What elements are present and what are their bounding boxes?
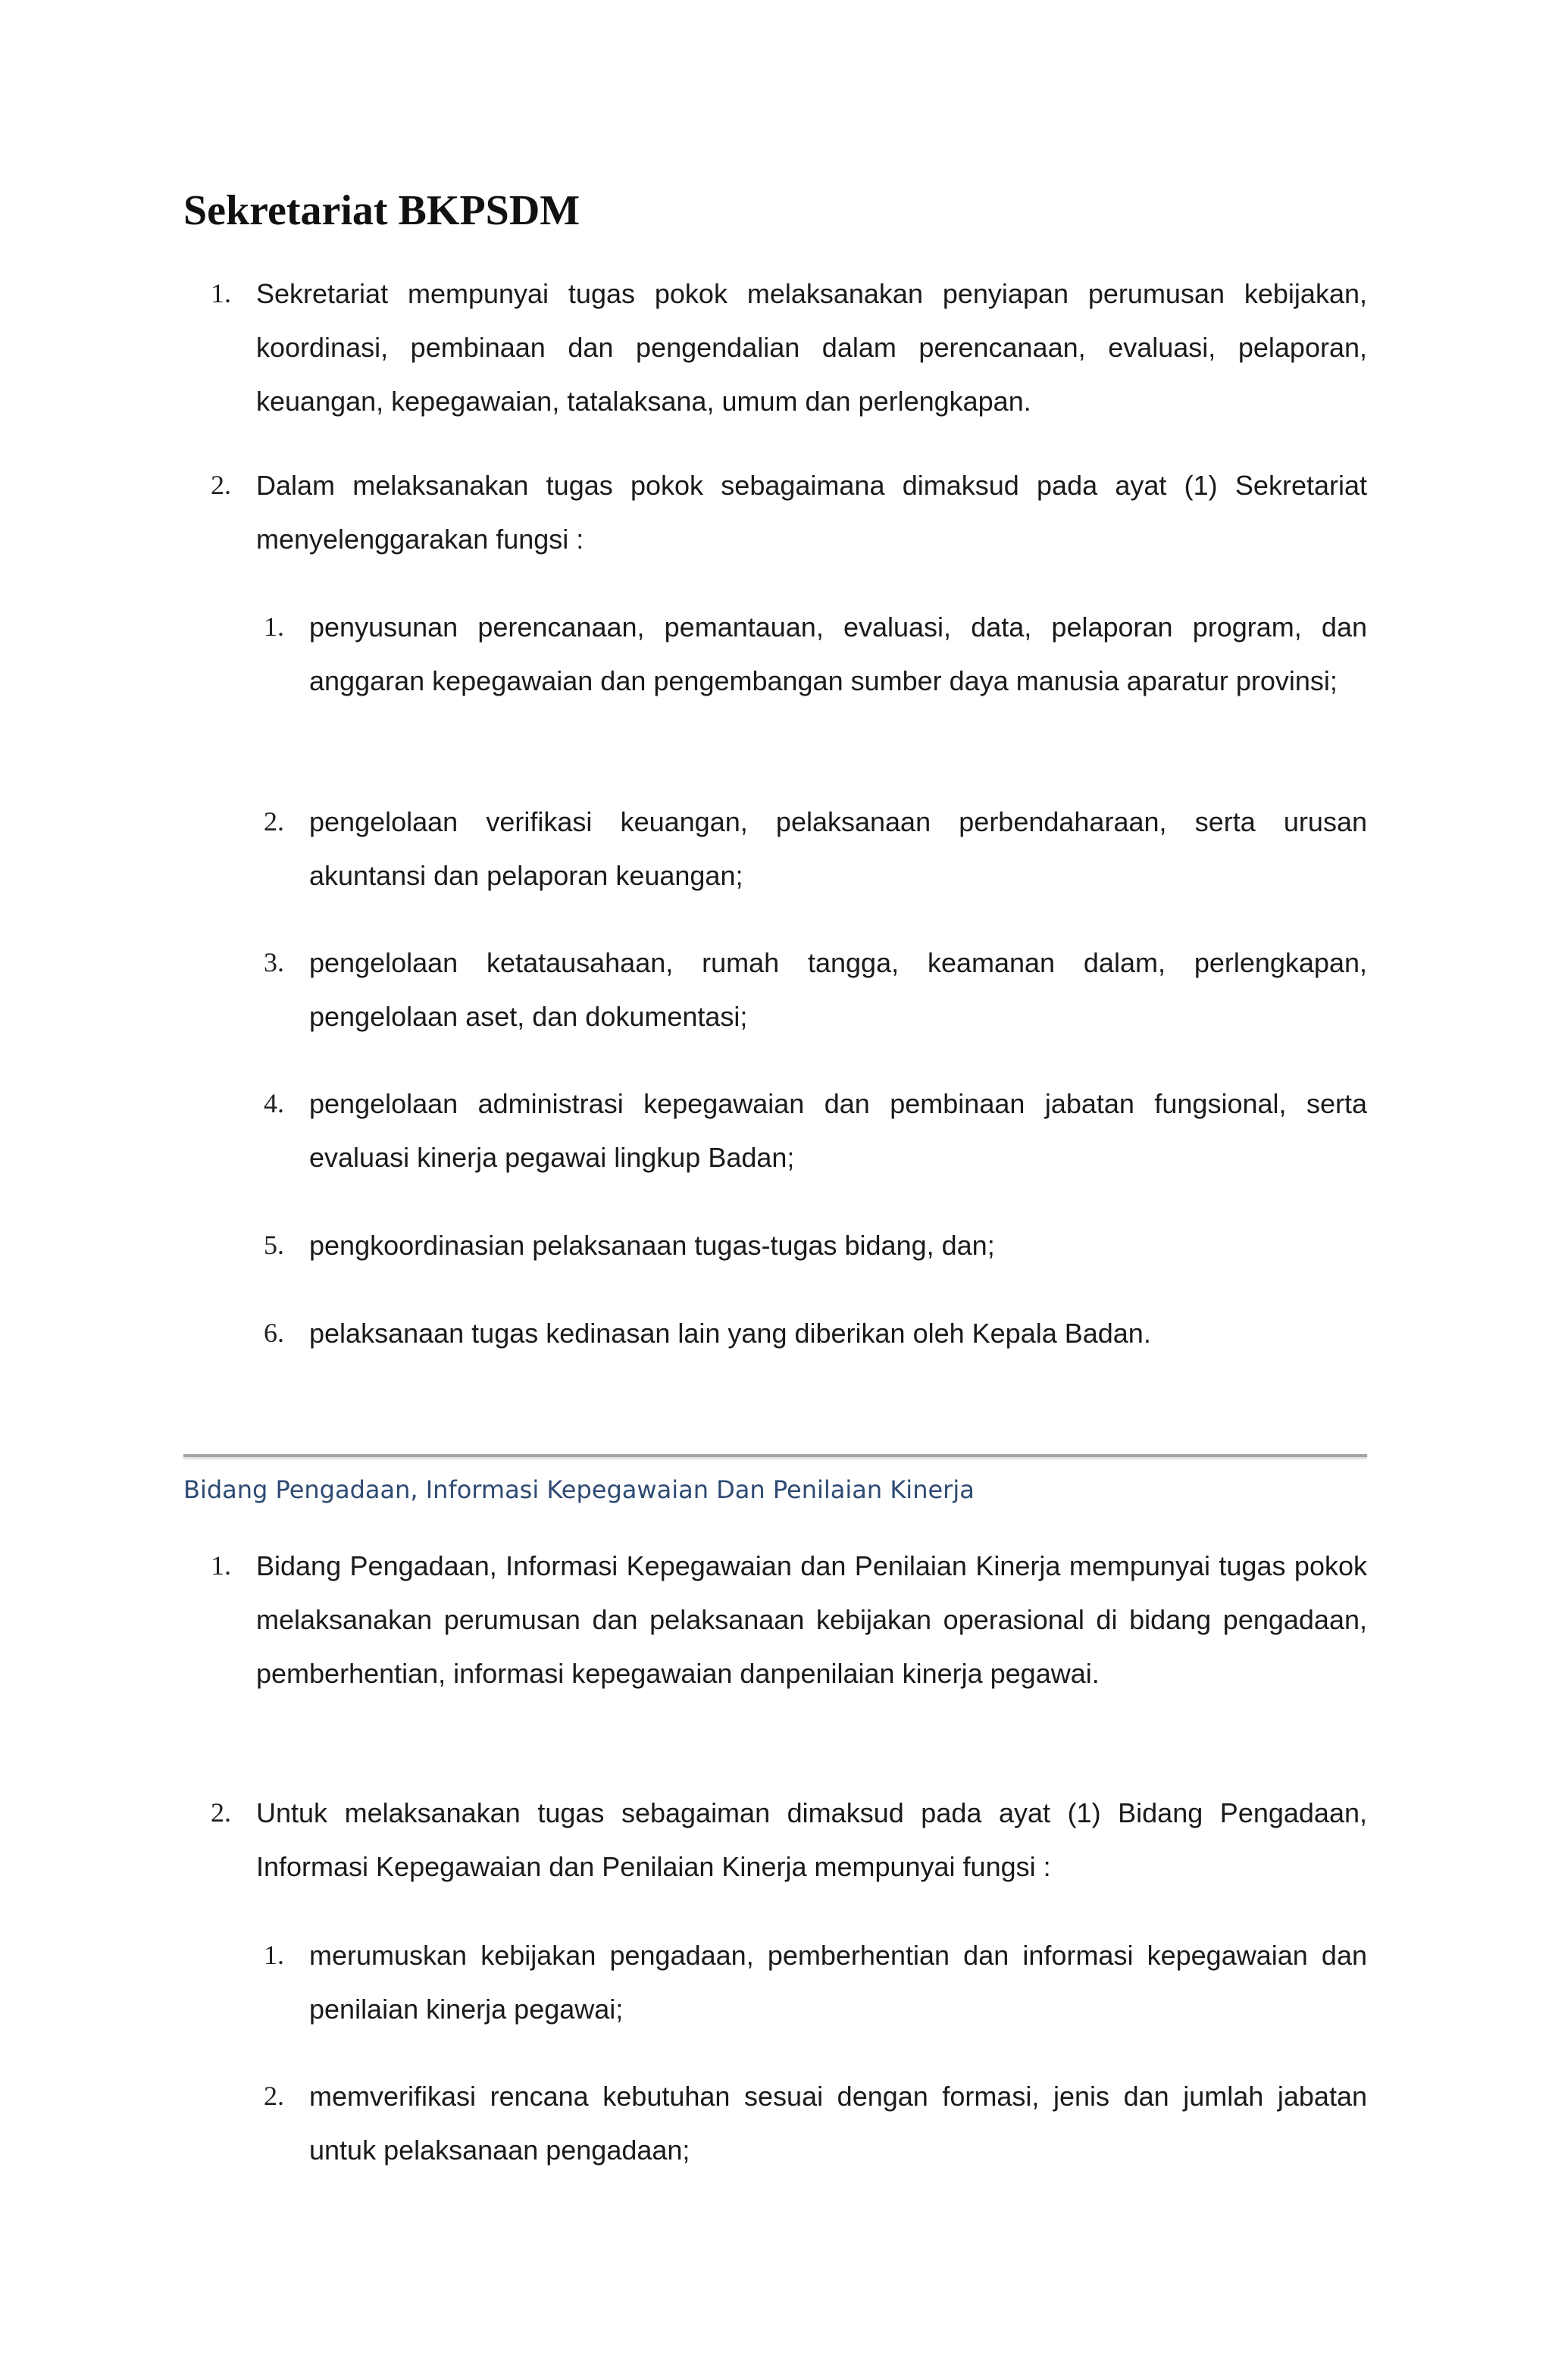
function-item xyxy=(264,2069,1367,2177)
list-number: 4. xyxy=(264,1088,284,1118)
function-item xyxy=(264,1306,1367,1360)
function-item xyxy=(264,600,1367,708)
list-text: penyusunan perencanaan, pemantauan, evaluasi, data, pelaporan program, dan anggaran kepegawaian dan pengembangan sumber daya manusia aparatur provinsi; xyxy=(309,611,1367,696)
section-title-sekretariat: Sekretariat BKPSDM xyxy=(183,187,580,234)
function-item xyxy=(264,795,1367,902)
function-item xyxy=(264,1077,1367,1184)
list-text: Untuk melaksanakan tugas sebagaiman dimaksud pada ayat (1) Bidang Pengadaan, Informasi Kepegawaian dan Penilaian Kinerja mempunyai fungsi : xyxy=(256,1797,1367,1882)
section-divider xyxy=(183,1454,1367,1457)
list-text: memverifikasi rencana kebutuhan sesuai dengan formasi, jenis dan jumlah jabatan untuk pelaksanaan pengadaan; xyxy=(309,2081,1367,2166)
list-text: pengelolaan verifikasi keuangan, pelaksanaan perbendaharaan, serta urusan akuntansi dan pelaporan keuangan; xyxy=(309,806,1367,891)
list-item xyxy=(211,1539,1367,1700)
list-number: 1. xyxy=(264,611,284,642)
list-number: 2. xyxy=(264,806,284,837)
list-text: pengelolaan ketatausahaan, rumah tangga, keamanan dalam, perlengkapan, pengelolaan aset, dan dokumentasi; xyxy=(309,947,1367,1032)
list-number: 2. xyxy=(211,1797,231,1828)
section-title-bidang-pengadaan: Bidang Pengadaan, Informasi Kepegawaian Dan Penilaian Kinerja xyxy=(183,1475,975,1504)
list-number: 1. xyxy=(211,278,231,308)
function-item xyxy=(264,936,1367,1043)
function-item xyxy=(264,1928,1367,2036)
list-text: pelaksanaan tugas kedinasan lain yang diberikan oleh Kepala Badan. xyxy=(309,1318,1151,1349)
list-number: 1. xyxy=(211,1550,231,1581)
list-number: 6. xyxy=(264,1318,284,1348)
list-number: 3. xyxy=(264,947,284,977)
list-number: 1. xyxy=(264,1940,284,1970)
list-item xyxy=(211,1786,1367,1894)
list-item xyxy=(211,267,1367,428)
list-item xyxy=(211,458,1367,566)
list-number: 5. xyxy=(264,1230,284,1260)
list-number: 2. xyxy=(264,2081,284,2111)
list-number: 2. xyxy=(211,470,231,500)
list-text: Sekretariat mempunyai tugas pokok melaksanakan penyiapan perumusan kebijakan, koordinasi, pembinaan dan pengendalian dalam perencanaan, evaluasi, pelaporan, keuangan, kepegawaian, tatalaksana, umum dan perlengkapan. xyxy=(256,278,1367,417)
list-text: Dalam melaksanakan tugas pokok sebagaimana dimaksud pada ayat (1) Sekretariat menyelenggarakan fungsi : xyxy=(256,470,1367,555)
function-item xyxy=(264,1218,1367,1272)
list-text: merumuskan kebijakan pengadaan, pemberhentian dan informasi kepegawaian dan penilaian kinerja pegawai; xyxy=(309,1940,1367,2025)
list-text: pengelolaan administrasi kepegawaian dan pembinaan jabatan fungsional, serta evaluasi kinerja pegawai lingkup Badan; xyxy=(309,1088,1367,1173)
list-text: pengkoordinasian pelaksanaan tugas-tugas bidang, dan; xyxy=(309,1230,995,1261)
list-text: Bidang Pengadaan, Informasi Kepegawaian dan Penilaian Kinerja mempunyai tugas pokok melaksanakan perumusan dan pelaksanaan kebijakan operasional di bidang pengadaan, pemberhentian, informasi kepegawaian danpenilaian kinerja pegawai. xyxy=(256,1550,1367,1689)
